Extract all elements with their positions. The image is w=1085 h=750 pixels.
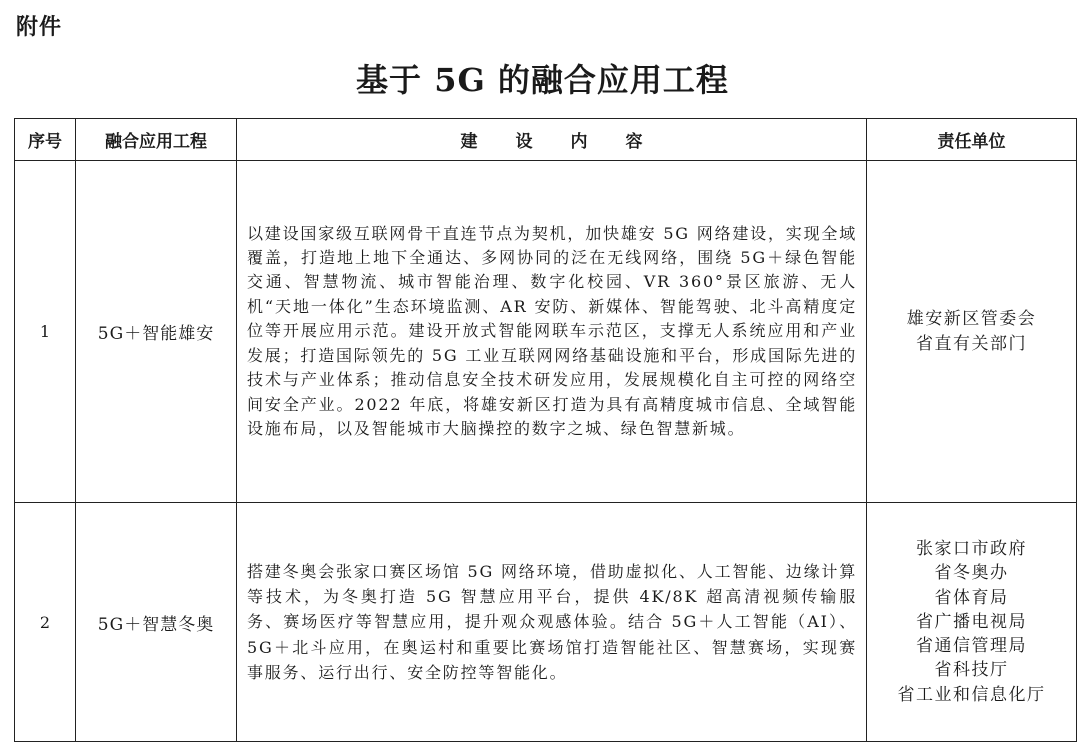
row-content: 以建设国家级互联网骨干直连节点为契机，加快雄安 5G 网络建设，实现全域覆盖，打造地上地下全通达、多网协同的泛在无线网络，围绕 5G＋绿色智能交通、智慧物流、城市智能治理、数字化校园、VR 360°景区旅游、无人机“天地一体化”生态环境监测、AR 安防、新媒体、智能驾驶、北斗高精度定位等开展应用示范。建设开放式智能网联车示范区，支撑无人系统应用和产业发展；打造国际领先的 5G 工业互联网网络基础设施和平台，形成国际先进的技术与产业体系；推动信息安全技术研发应用，发展规模化自主可控的网络空间安全产业。2022 年底，将雄安新区打造为具有高精度城市信息、全域智能设施布局，以及智能城市大脑操控的数字之城、绿色智慧新城。	[237, 161, 867, 503]
row-departments	[867, 503, 1077, 742]
row-seq: 2	[15, 503, 76, 742]
table-row	[15, 161, 1077, 503]
department-item: 张家口市政府	[916, 539, 1027, 560]
header-department: 责任单位	[867, 119, 1077, 161]
department-item: 省通信管理局	[916, 636, 1027, 657]
department-item: 雄安新区管委会	[906, 309, 1037, 329]
row-project: 5G＋智能雄安	[76, 161, 237, 503]
header-seq: 序号	[15, 119, 76, 161]
department-item: 省广播电视局	[916, 611, 1027, 632]
row-content: 搭建冬奥会张家口赛区场馆 5G 网络环境，借助虚拟化、人工智能、边缘计算等技术，为冬奥打造 5G 智慧应用平台，提供 4K/8K 超高清视频传输服务、赛场医疗等智慧应用，提升观众观感体验。结合 5G＋人工智能（AI）、5G＋北斗应用，在奥运村和重要比赛场馆打造智能社区、智慧赛场，实现赛事服务、运行出行、安全防控等智能化。	[237, 503, 867, 742]
department-item: 省冬奥办	[934, 563, 1009, 584]
table-header-row	[15, 119, 1077, 161]
header-content: 建设内容	[237, 119, 867, 161]
page-title: 基于 5G 的融合应用工程	[356, 61, 729, 99]
department-item: 省体育局	[934, 587, 1009, 608]
row-project: 5G＋智慧冬奥	[76, 503, 237, 742]
row-seq: 1	[15, 161, 76, 503]
table-row	[15, 503, 1077, 742]
department-item: 省科技厅	[934, 660, 1009, 681]
department-item: 省工业和信息化厅	[897, 684, 1046, 705]
row-departments	[867, 161, 1077, 503]
header-project: 融合应用工程	[76, 119, 237, 161]
attachment-label: 附件	[16, 15, 63, 40]
projects-table	[14, 118, 1077, 742]
department-item: 省直有关部门	[916, 333, 1027, 354]
